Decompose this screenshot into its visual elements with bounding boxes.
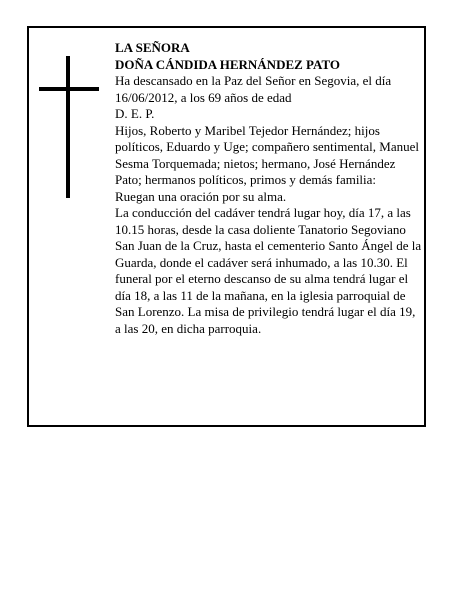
notice-announcement: Ha descansado en la Paz del Señor en Segovia, el día 16/06/2012, a los 69 años de edad <box>115 73 392 105</box>
obituary-notice <box>27 26 426 427</box>
cross-horizontal-bar <box>39 87 99 91</box>
notice-title-line1: LA SEÑORA <box>115 40 190 55</box>
notice-text <box>115 40 423 337</box>
notice-dep: D. E. P. <box>115 106 155 121</box>
notice-title-name: DOÑA CÁNDIDA HERNÁNDEZ PATO <box>115 56 340 72</box>
cross-icon <box>39 56 99 198</box>
notice-prayer: Ruegan una oración por su alma. <box>115 188 287 204</box>
cross-vertical-bar <box>66 56 70 198</box>
notice-family: Hijos, Roberto y Maribel Tejedor Hernández; hijos políticos, Eduardo y Uge; compañero sentimental, Manuel Sesma Torquemada; nietos; hermano, José Hernández Pato; hermanos políticos, primos y demás familia: <box>115 122 419 187</box>
notice-funeral: La conducción del cadáver tendrá lugar hoy, día 17, a las 10.15 horas, desde la casa doliente Tanatorio Segoviano San Juan de la Cruz, hasta el cementerio Santo Ángel de la Guarda, donde el cadáver será inhumado, a las 10.30. El funeral por el eterno descanso de su alma tendrá lugar el día 18, a las 11 de la mañana, en la iglesia parroquial de San Lorenzo. La misa de privilegio tendrá lugar el día 19, a las 20, en dicha parroquia. <box>115 205 422 336</box>
